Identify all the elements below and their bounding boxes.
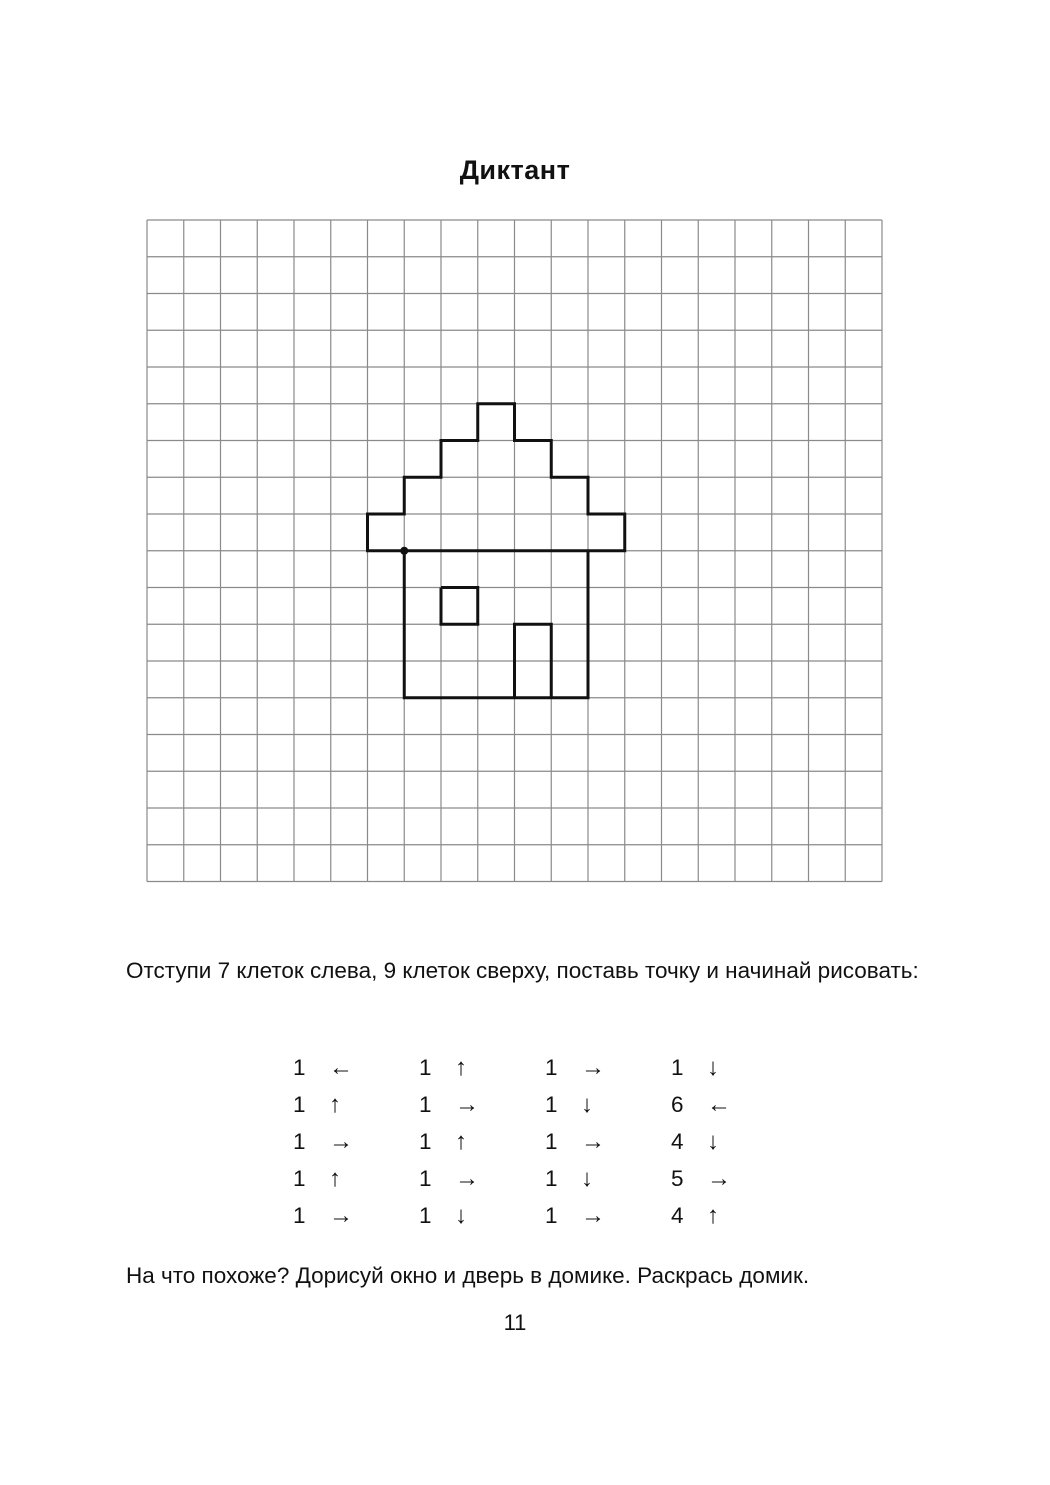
- steps-column: [545, 1049, 671, 1234]
- step-item: [419, 1123, 545, 1160]
- step-item: [293, 1049, 419, 1086]
- step-count: 1: [545, 1165, 558, 1191]
- step-arrow-icon: ↑: [329, 1090, 341, 1118]
- step-item: [545, 1123, 671, 1160]
- step-item: [671, 1123, 797, 1160]
- step-count: 1: [419, 1165, 432, 1191]
- step-item: [419, 1197, 545, 1234]
- instruction-text: Отступи 7 клеток слева, 9 клеток сверху, поставь точку и начинай рисовать:: [126, 958, 919, 983]
- step-count: 1: [545, 1091, 558, 1117]
- step-item: [671, 1160, 797, 1197]
- step-arrow-icon: →: [455, 1090, 479, 1118]
- page-number: 11: [503, 1310, 527, 1335]
- step-arrow-icon: ↓: [707, 1127, 719, 1155]
- step-arrow-icon: ↓: [455, 1201, 467, 1229]
- step-item: [545, 1197, 671, 1234]
- step-item: [293, 1123, 419, 1160]
- step-arrow-icon: ↓: [707, 1053, 719, 1081]
- step-item: [545, 1160, 671, 1197]
- step-count: 1: [419, 1054, 432, 1080]
- step-item: [419, 1086, 545, 1123]
- step-arrow-icon: →: [581, 1201, 605, 1229]
- question-text: На что похоже? Дорисуй окно и дверь в домике. Раскрась домик.: [126, 1263, 810, 1288]
- step-count: 1: [419, 1128, 432, 1154]
- step-item: [293, 1197, 419, 1234]
- step-arrow-icon: →: [581, 1053, 605, 1081]
- start-dot: [400, 547, 408, 555]
- step-count: 1: [545, 1128, 558, 1154]
- step-arrow-icon: ↑: [455, 1127, 467, 1155]
- steps-column: [671, 1049, 797, 1234]
- step-arrow-icon: →: [707, 1164, 731, 1192]
- step-count: 1: [293, 1128, 306, 1154]
- step-item: [419, 1049, 545, 1086]
- step-arrow-icon: →: [329, 1127, 353, 1155]
- step-arrow-icon: ↑: [329, 1164, 341, 1192]
- step-arrow-icon: →: [329, 1201, 353, 1229]
- step-item: [671, 1049, 797, 1086]
- step-item: [419, 1160, 545, 1197]
- step-item: [293, 1160, 419, 1197]
- step-arrow-icon: ←: [329, 1053, 353, 1081]
- window: [441, 588, 478, 625]
- step-item: [545, 1049, 671, 1086]
- step-count: 5: [671, 1165, 684, 1191]
- step-count: 1: [293, 1091, 306, 1117]
- step-arrow-icon: ↑: [455, 1053, 467, 1081]
- step-count: 1: [293, 1165, 306, 1191]
- step-item: [545, 1086, 671, 1123]
- step-arrow-icon: ↑: [707, 1201, 719, 1229]
- step-count: 1: [293, 1202, 306, 1228]
- step-arrow-icon: ←: [707, 1090, 731, 1118]
- step-arrow-icon: →: [455, 1164, 479, 1192]
- step-count: 1: [671, 1054, 684, 1080]
- step-count: 1: [545, 1054, 558, 1080]
- house-drawing: [368, 404, 625, 698]
- step-item: [671, 1197, 797, 1234]
- step-item: [293, 1086, 419, 1123]
- step-count: 4: [671, 1128, 684, 1154]
- page-title: Диктант: [459, 155, 571, 185]
- step-count: 1: [293, 1054, 306, 1080]
- step-arrow-icon: ↓: [581, 1164, 593, 1192]
- step-arrow-icon: ↓: [581, 1090, 593, 1118]
- step-count: 1: [545, 1202, 558, 1228]
- step-count: 6: [671, 1091, 684, 1117]
- step-count: 1: [419, 1202, 432, 1228]
- step-arrow-icon: →: [581, 1127, 605, 1155]
- steps-column: [293, 1049, 419, 1234]
- dictation-steps: [293, 1049, 797, 1234]
- steps-column: [419, 1049, 545, 1234]
- step-count: 1: [419, 1091, 432, 1117]
- step-count: 4: [671, 1202, 684, 1228]
- step-item: [671, 1086, 797, 1123]
